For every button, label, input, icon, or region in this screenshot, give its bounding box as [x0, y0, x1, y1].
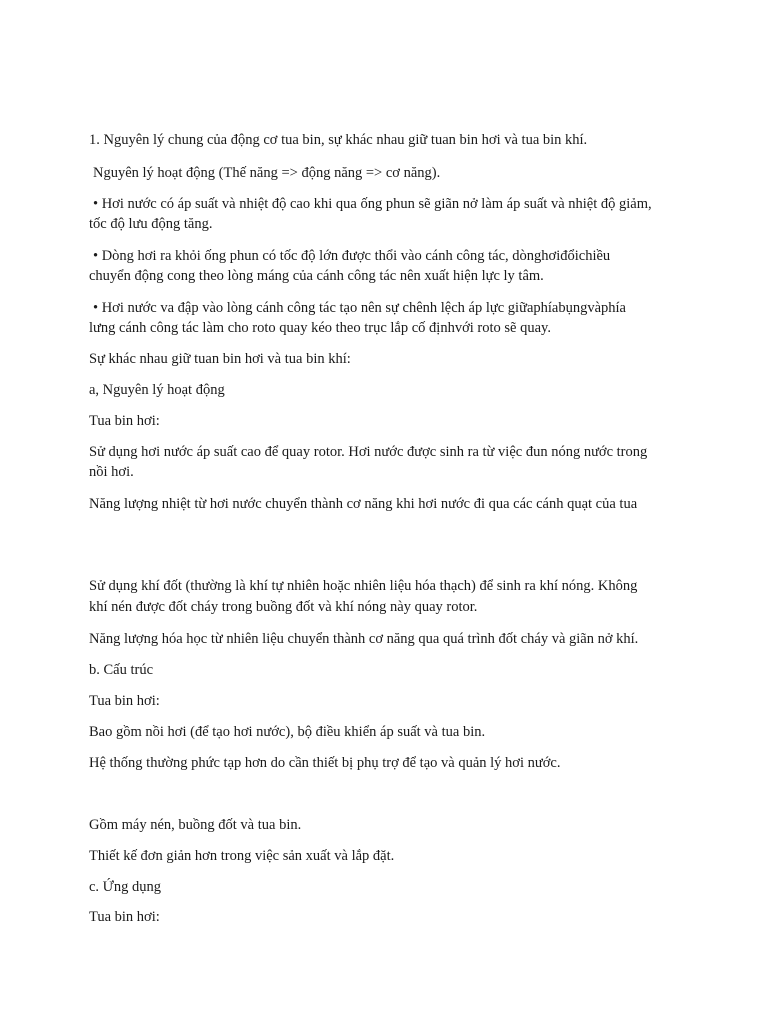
text-line: lưng cánh công tác làm cho roto quay kéo theo trục lắp cố địnhvới roto sẽ quay. — [89, 320, 551, 336]
text-line: Sử dụng hơi nước áp suất cao để quay rotor. Hơi nước được sinh ra từ việc đun nóng nước trong — [89, 444, 648, 460]
text-line: Nguyên lý hoạt động (Thế năng => động năng => cơ năng). — [93, 165, 441, 181]
text-line: Tua bin hơi: — [89, 693, 160, 709]
text-line: Bao gồm nồi hơi (để tạo hơi nước), bộ điều khiển áp suất và tua bin. — [89, 724, 486, 740]
text-line: Sự khác nhau giữ tuan bin hơi và tua bin khí: — [89, 351, 351, 367]
text-line: Sử dụng khí đốt (thường là khí tự nhiên hoặc nhiên liệu hóa thạch) để sinh ra khí nóng. Không — [89, 578, 638, 594]
text-line: chuyển động cong theo lòng máng của cánh công tác nên xuất hiện lực ly tâm. — [89, 268, 544, 284]
subheading-line: a, Nguyên lý hoạt động — [89, 382, 225, 398]
text-line: Năng lượng hóa học từ nhiên liệu chuyển thành cơ năng qua quá trình đốt cháy và giãn nở khí. — [89, 631, 639, 647]
heading-line: 1. Nguyên lý chung của động cơ tua bin, sự khác nhau giữ tuan bin hơi và tua bin khí. — [89, 132, 588, 148]
text-line: Thiết kế đơn giản hơn trong việc sản xuất và lắp đặt. — [89, 848, 395, 864]
bullet-line: • Hơi nước va đập vào lòng cánh công tác tạo nên sự chênh lệch áp lực giữaphíabụngvàphía — [93, 300, 626, 316]
text-line: Hệ thống thường phức tạp hơn do cần thiết bị phụ trợ để tạo và quản lý hơi nước. — [89, 755, 561, 771]
text-line: Tua bin hơi: — [89, 413, 160, 429]
bullet-line: • Dòng hơi ra khỏi ống phun có tốc độ lớn được thổi vào cánh công tác, dònghơiđổichiều — [93, 248, 611, 264]
bullet-line: • Hơi nước có áp suất và nhiệt độ cao khi qua ống phun sẽ giãn nở làm áp suất và nhiệt độ giảm, — [93, 196, 652, 212]
subheading-line: c. Ứng dụng — [89, 879, 162, 895]
text-line: nồi hơi. — [89, 464, 134, 480]
text-line: Gồm máy nén, buồng đốt và tua bin. — [89, 817, 302, 833]
text-line: Năng lượng nhiệt từ hơi nước chuyển thành cơ năng khi hơi nước đi qua các cánh quạt của tua — [89, 496, 638, 512]
text-line: tốc độ lưu động tăng. — [89, 216, 213, 232]
text-line: khí nén được đốt cháy trong buồng đốt và khí nóng này quay rotor. — [89, 599, 478, 615]
text-line: Tua bin hơi: — [89, 909, 160, 925]
subheading-line: b. Cấu trúc — [89, 662, 154, 678]
